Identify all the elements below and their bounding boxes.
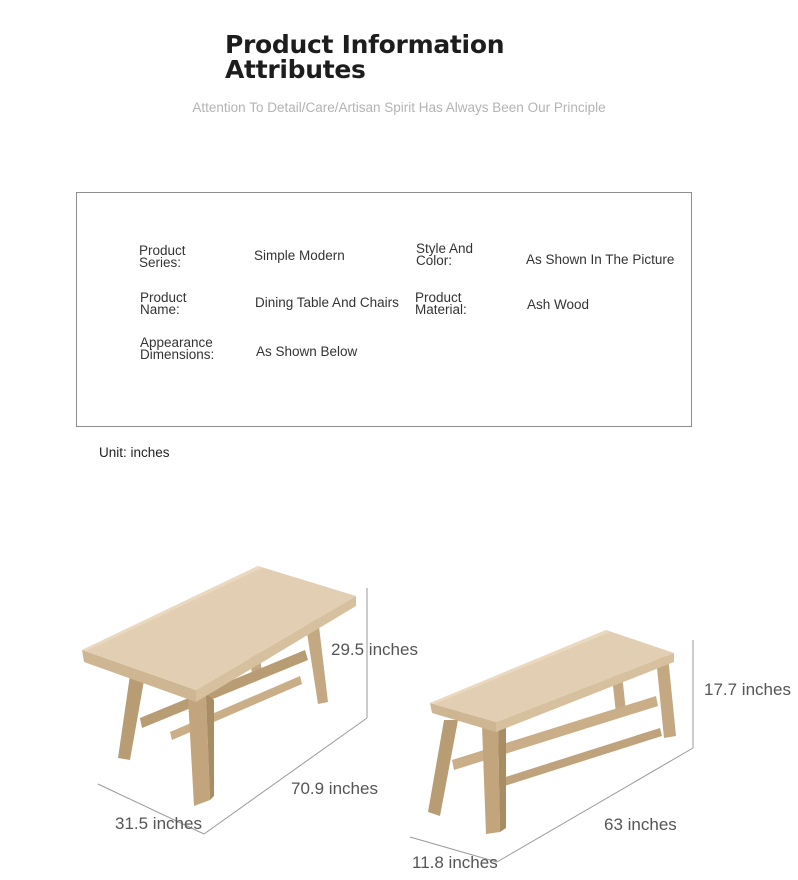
spec-label-dimensions: Appearance Dimensions: — [140, 335, 215, 362]
bench-depth-label: 11.8 inches — [412, 853, 498, 872]
table-depth-label: 31.5 inches — [115, 814, 202, 833]
title-line-1: Product Information — [225, 30, 505, 59]
table-height-label: 29.5 inches — [331, 640, 418, 659]
table-length-label: 70.9 inches — [291, 779, 378, 798]
spec-label-name: Product Name: — [140, 290, 187, 317]
unit-label: Unit: inches — [99, 445, 170, 460]
spec-value-material: Ash Wood — [527, 297, 590, 312]
bench-length-label: 63 inches — [604, 815, 677, 834]
bench-height-label: 17.7 inches — [704, 680, 791, 699]
spec-value-series: Simple Modern — [254, 248, 345, 263]
spec-value-dimensions: As Shown Below — [256, 344, 358, 359]
spec-value-style: As Shown In The Picture — [526, 252, 675, 267]
spec-label-material: Product Material: — [415, 290, 467, 317]
spec-label-style: Style And Color: — [416, 241, 474, 268]
spec-value-name: Dining Table And Chairs — [255, 295, 399, 310]
page-subtitle: Attention To Detail/Care/Artisan Spirit Has Always Been Our Principle — [192, 100, 606, 115]
title-line-2: Attributes — [225, 55, 366, 84]
spec-label-series: Product Series: — [139, 243, 186, 270]
